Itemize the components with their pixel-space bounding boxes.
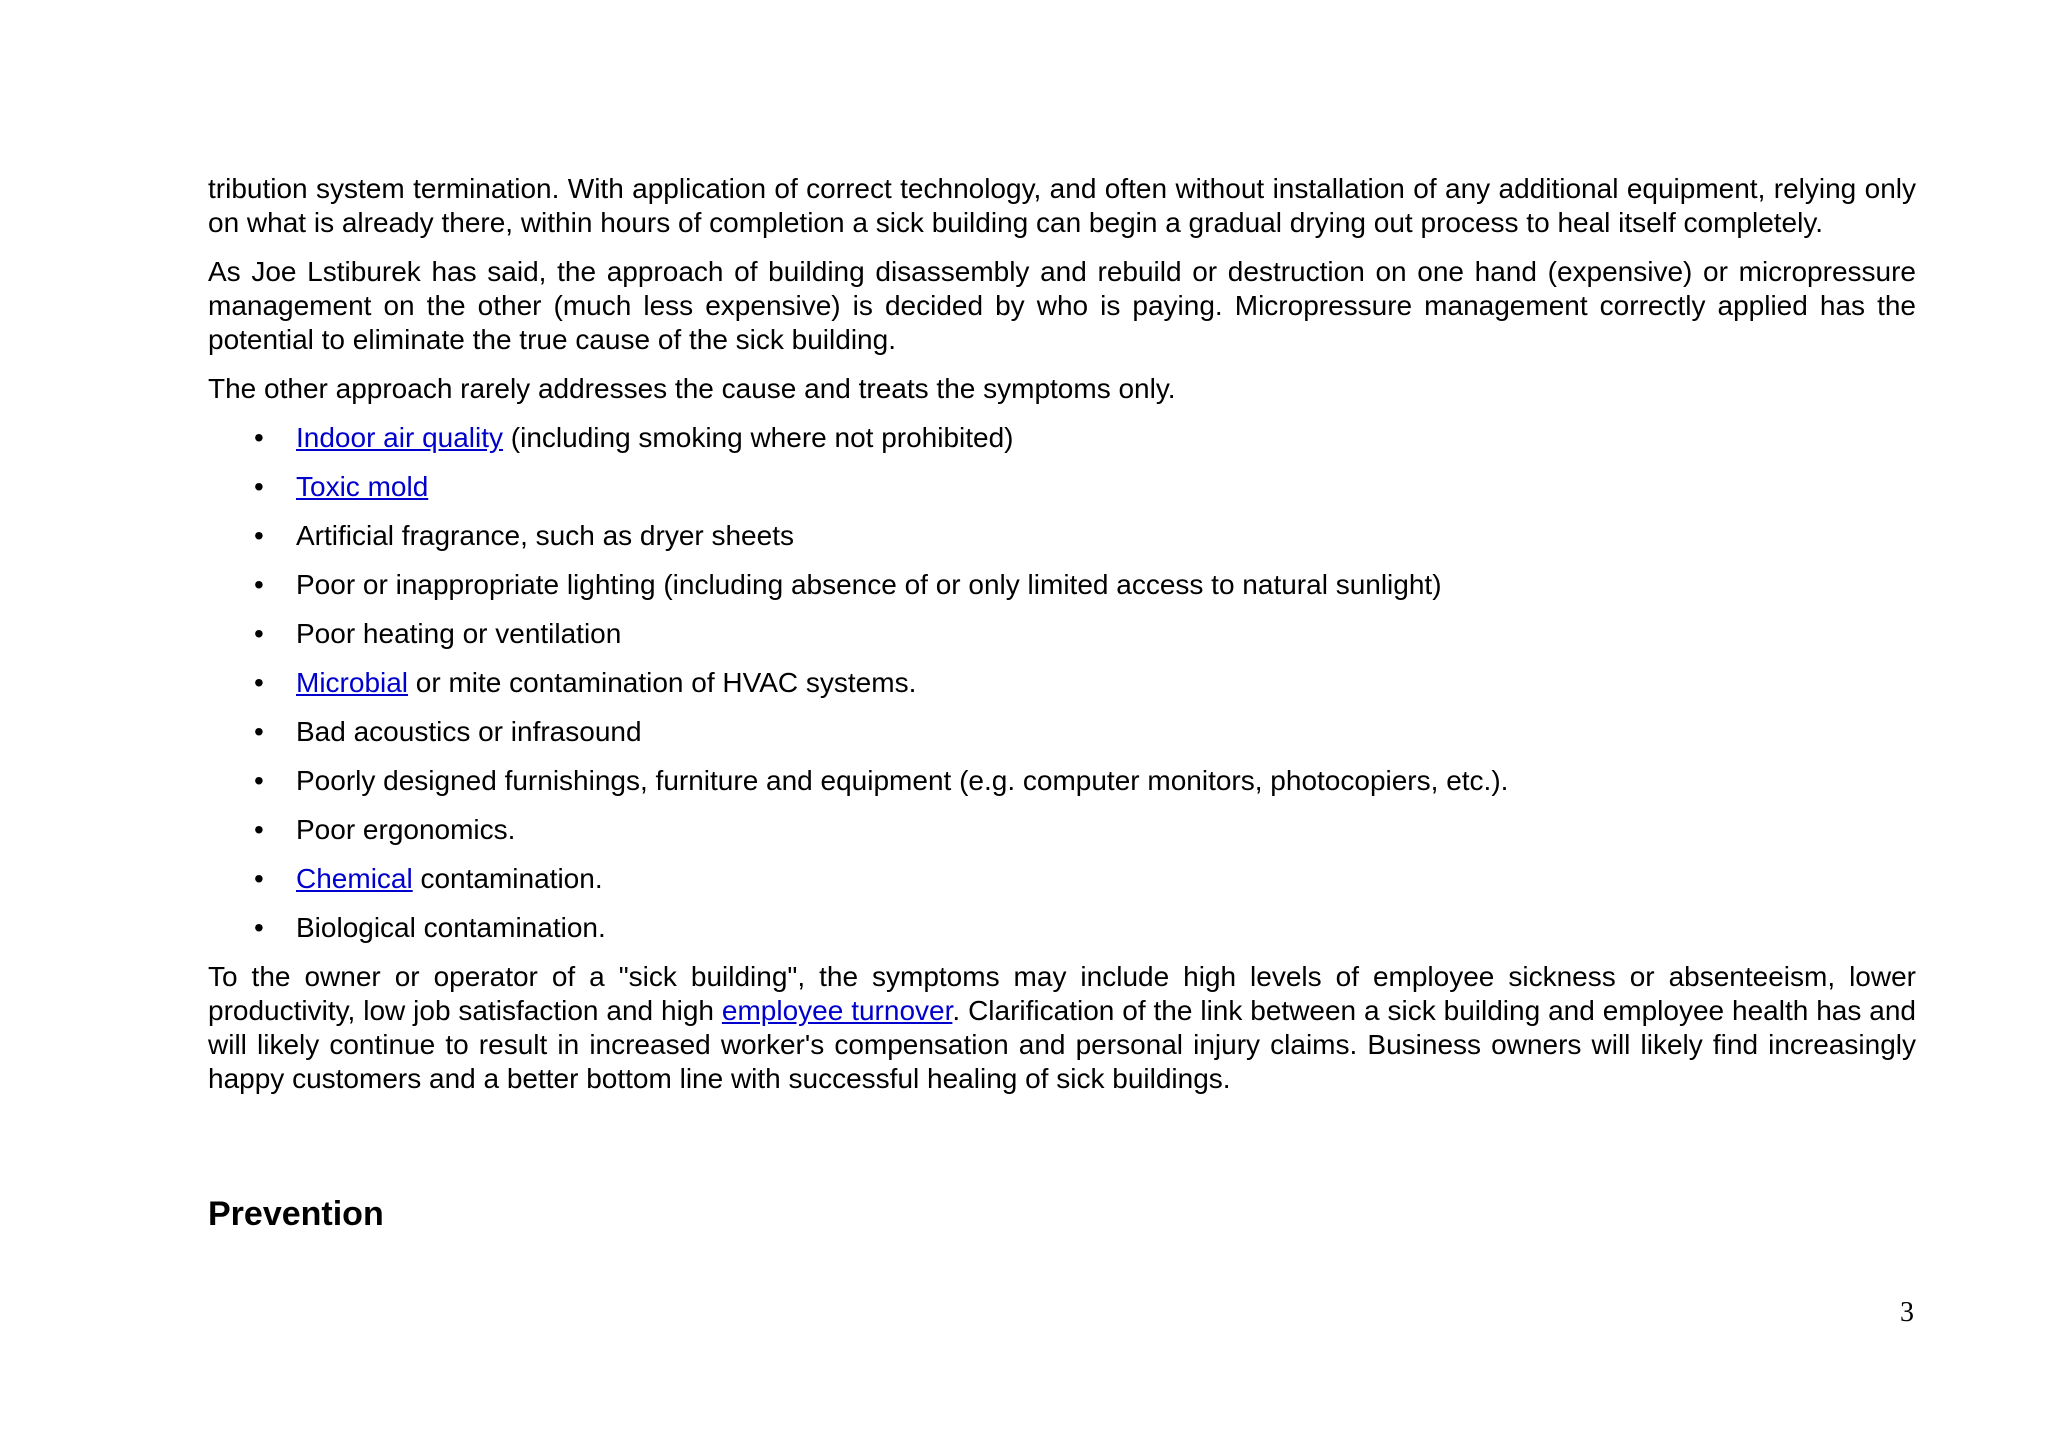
list-item-text: (including smoking where not prohibited)	[503, 422, 1014, 453]
section-heading-prevention: Prevention	[208, 1195, 384, 1233]
list-item	[208, 813, 1916, 847]
bullet-icon: •	[254, 471, 264, 502]
chemical-link[interactable]: Chemical	[296, 863, 413, 894]
list-item	[208, 666, 1916, 700]
list-item	[208, 568, 1916, 602]
list-item	[208, 911, 1916, 945]
list-item	[208, 617, 1916, 651]
bullet-icon: •	[254, 422, 264, 453]
bullet-icon: •	[254, 716, 264, 747]
list-item-text: Biological contamination.	[296, 912, 606, 943]
list-item-text: Poor ergonomics.	[296, 814, 516, 845]
paragraph-owner-symptoms	[208, 960, 1916, 1096]
list-item-text: Artificial fragrance, such as dryer sheets	[296, 520, 794, 551]
list-item	[208, 421, 1916, 455]
paragraph-drying-process: tribution system termination. With application of correct technology, and often without installation of any additional equipment, relying only on what is already there, within hours of completion a sick building can begin a gradual drying out process to heal itself completely.	[208, 173, 1916, 238]
microbial-link[interactable]: Microbial	[296, 667, 409, 698]
employee-turnover-link[interactable]: employee turnover	[721, 995, 953, 1026]
page-number: 3	[1900, 1297, 1914, 1328]
bullet-icon: •	[254, 765, 264, 796]
bullet-icon: •	[254, 520, 264, 551]
bullet-icon: •	[254, 912, 264, 943]
list-item	[208, 764, 1916, 798]
paragraph-other-approach: The other approach rarely addresses the cause and treats the symptoms only.	[208, 373, 1176, 404]
paragraph-lstiburek-quote: As Joe Lstiburek has said, the approach of building disassembly and rebuild or destruction on one hand (expensive) or micropressure management on the other (much less expensive) is decided by who is paying. Micropressure management correctly applied has the potential to eliminate the true cause of the sick building.	[208, 256, 1916, 355]
list-item-text: contamination.	[412, 863, 603, 894]
list-item	[208, 470, 1916, 504]
list-item-text: Bad acoustics or infrasound	[296, 716, 642, 747]
list-item-text: Poor or inappropriate lighting (including absence of or only limited access to natural sunlight)	[296, 569, 1442, 600]
list-item	[208, 715, 1916, 749]
bullet-icon: •	[254, 618, 264, 649]
list-item-text: Poor heating or ventilation	[296, 618, 622, 649]
list-item-text: or mite contamination of HVAC systems.	[408, 667, 917, 698]
bullet-icon: •	[254, 814, 264, 845]
bullet-icon: •	[254, 667, 264, 698]
toxic-mold-link[interactable]: Toxic mold	[296, 471, 429, 502]
closing-text-before: To the owner or operator of a "sick building", the symptoms may include high levels of employee sickness or absenteeism, lower productivity, low job satisfaction and high	[208, 961, 1916, 1026]
indoor-air-quality-link[interactable]: Indoor air quality	[296, 422, 504, 453]
closing-text-after: . Clarification of the link between a sick building and employee health has and will likely continue to result in increased worker's compensation and personal injury claims. Business owners will likely find increasingly happy customers and a better bottom line with successful healing of sick buildings.	[208, 995, 1916, 1094]
document-body	[208, 172, 1916, 1111]
list-item	[208, 519, 1916, 553]
bullet-icon: •	[254, 863, 264, 894]
list-item-text: Poorly designed furnishings, furniture and equipment (e.g. computer monitors, photocopiers, etc.).	[296, 765, 1509, 796]
bullet-icon: •	[254, 569, 264, 600]
list-item	[208, 862, 1916, 896]
symptom-cause-list	[208, 421, 1916, 945]
